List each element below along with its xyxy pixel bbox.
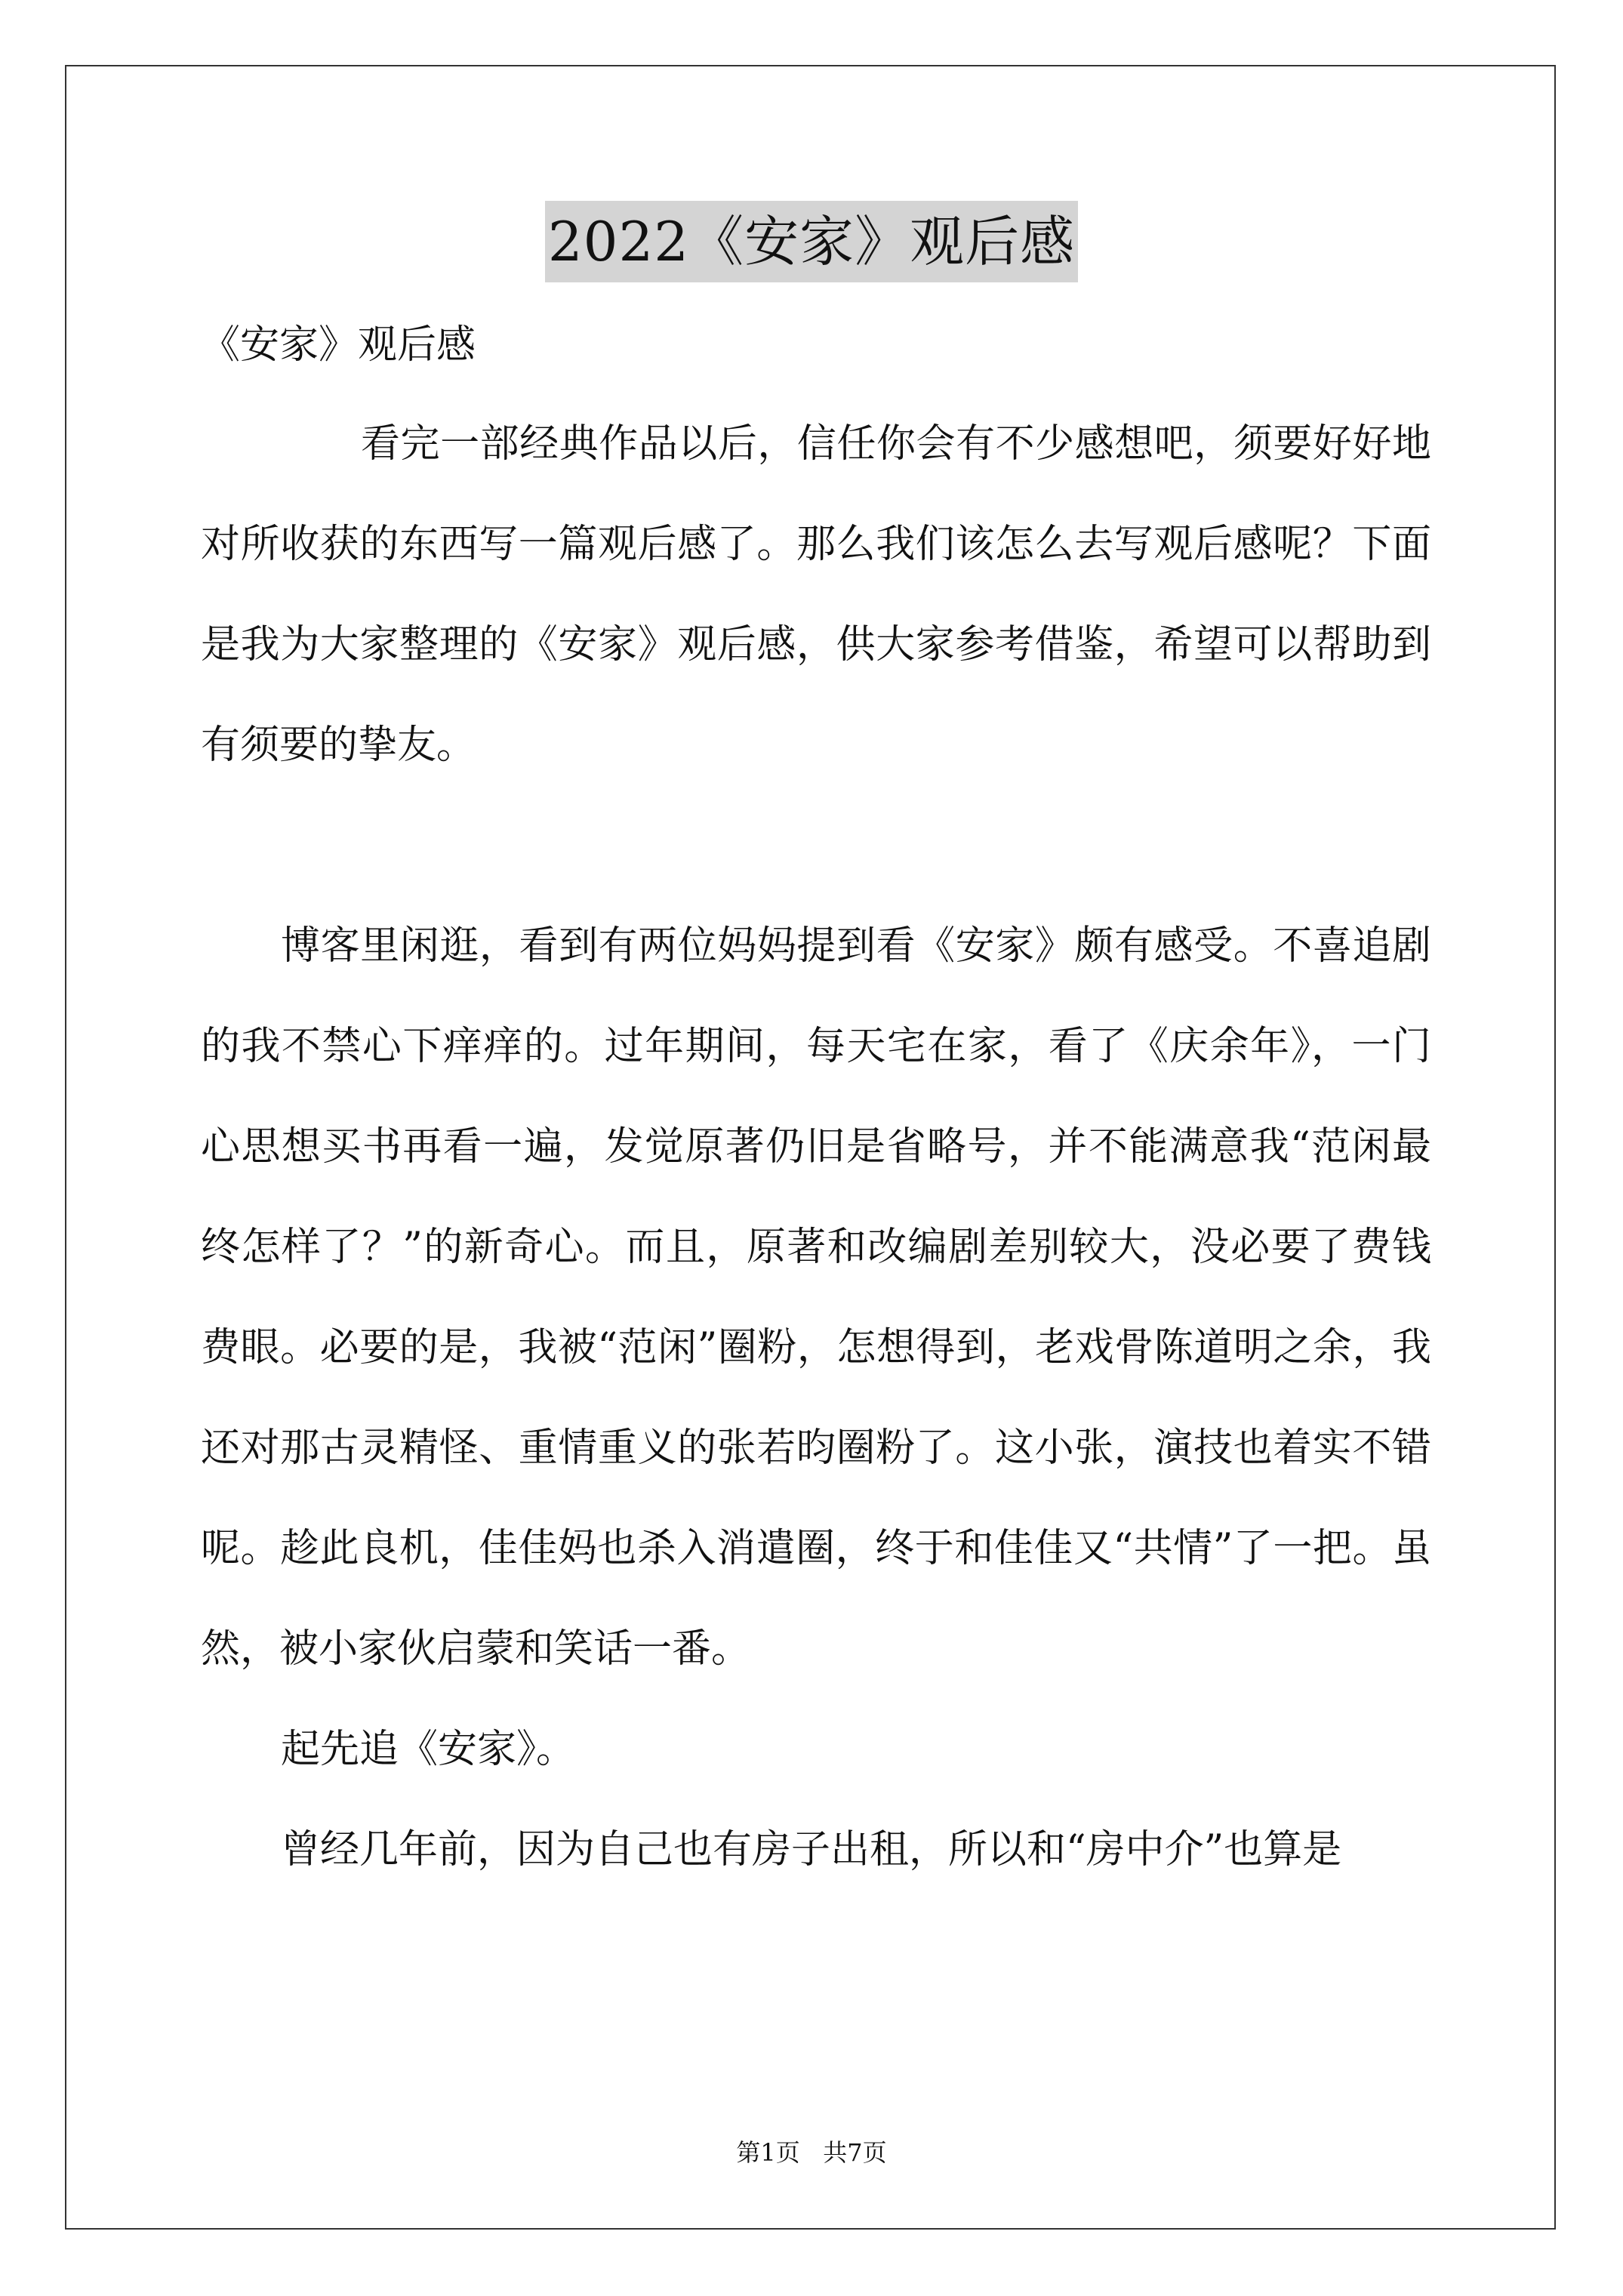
title-wrapper: [0, 201, 1623, 282]
page-number-total: 共7页: [823, 2138, 887, 2167]
document-title: 2022《安家》观后感: [545, 201, 1078, 282]
footer-gap: [800, 2138, 824, 2167]
subheading: 《安家》观后感: [201, 322, 476, 368]
paragraph-spacer: [201, 796, 1431, 896]
body-paragraph-3: 曾经几年前，因为自己也有房子出租，所以和“房中介”也算是: [281, 1827, 1342, 1872]
body-paragraph-1: 博客里闲逛，看到有两位妈妈提到看《安家》颇有感受。不喜追剧的我不禁心下痒痒的。过年期间，每天宅在家，看了《庆余年》，一门心思想买书再看一遍，发觉原著仍旧是省略号，并不能满意我“范闲最终怎样了？”的新奇心。而且，原著和改编剧差别较大，没必要了费钱费眼。必要的是，我被“范闲”圈粉，怎想得到，老戏骨陈道明之余，我还对那古灵精怪、重情重义的张若昀圈粉了。这小张，演技也着实不错呢。趁此良机，佳佳妈也杀入消遣圈，终于和佳佳又“共情”了一把。虽然，被小家伙启蒙和笑话一番。: [201, 923, 1431, 1672]
document-body: [201, 296, 1431, 1900]
body-paragraph-2: 起先追《安家》。: [281, 1727, 576, 1772]
page-footer: [0, 2134, 1623, 2171]
page-number-current: 第1页: [736, 2138, 800, 2167]
intro-paragraph: 看完一部经典作品以后，信任你会有不少感想吧，须要好好地对所收获的东西写一篇观后感了。那么我们该怎么去写观后感呢？下面是我为大家整理的《安家》观后感，供大家参考借鉴，希望可以帮助到有须要的挚友。: [201, 421, 1431, 768]
